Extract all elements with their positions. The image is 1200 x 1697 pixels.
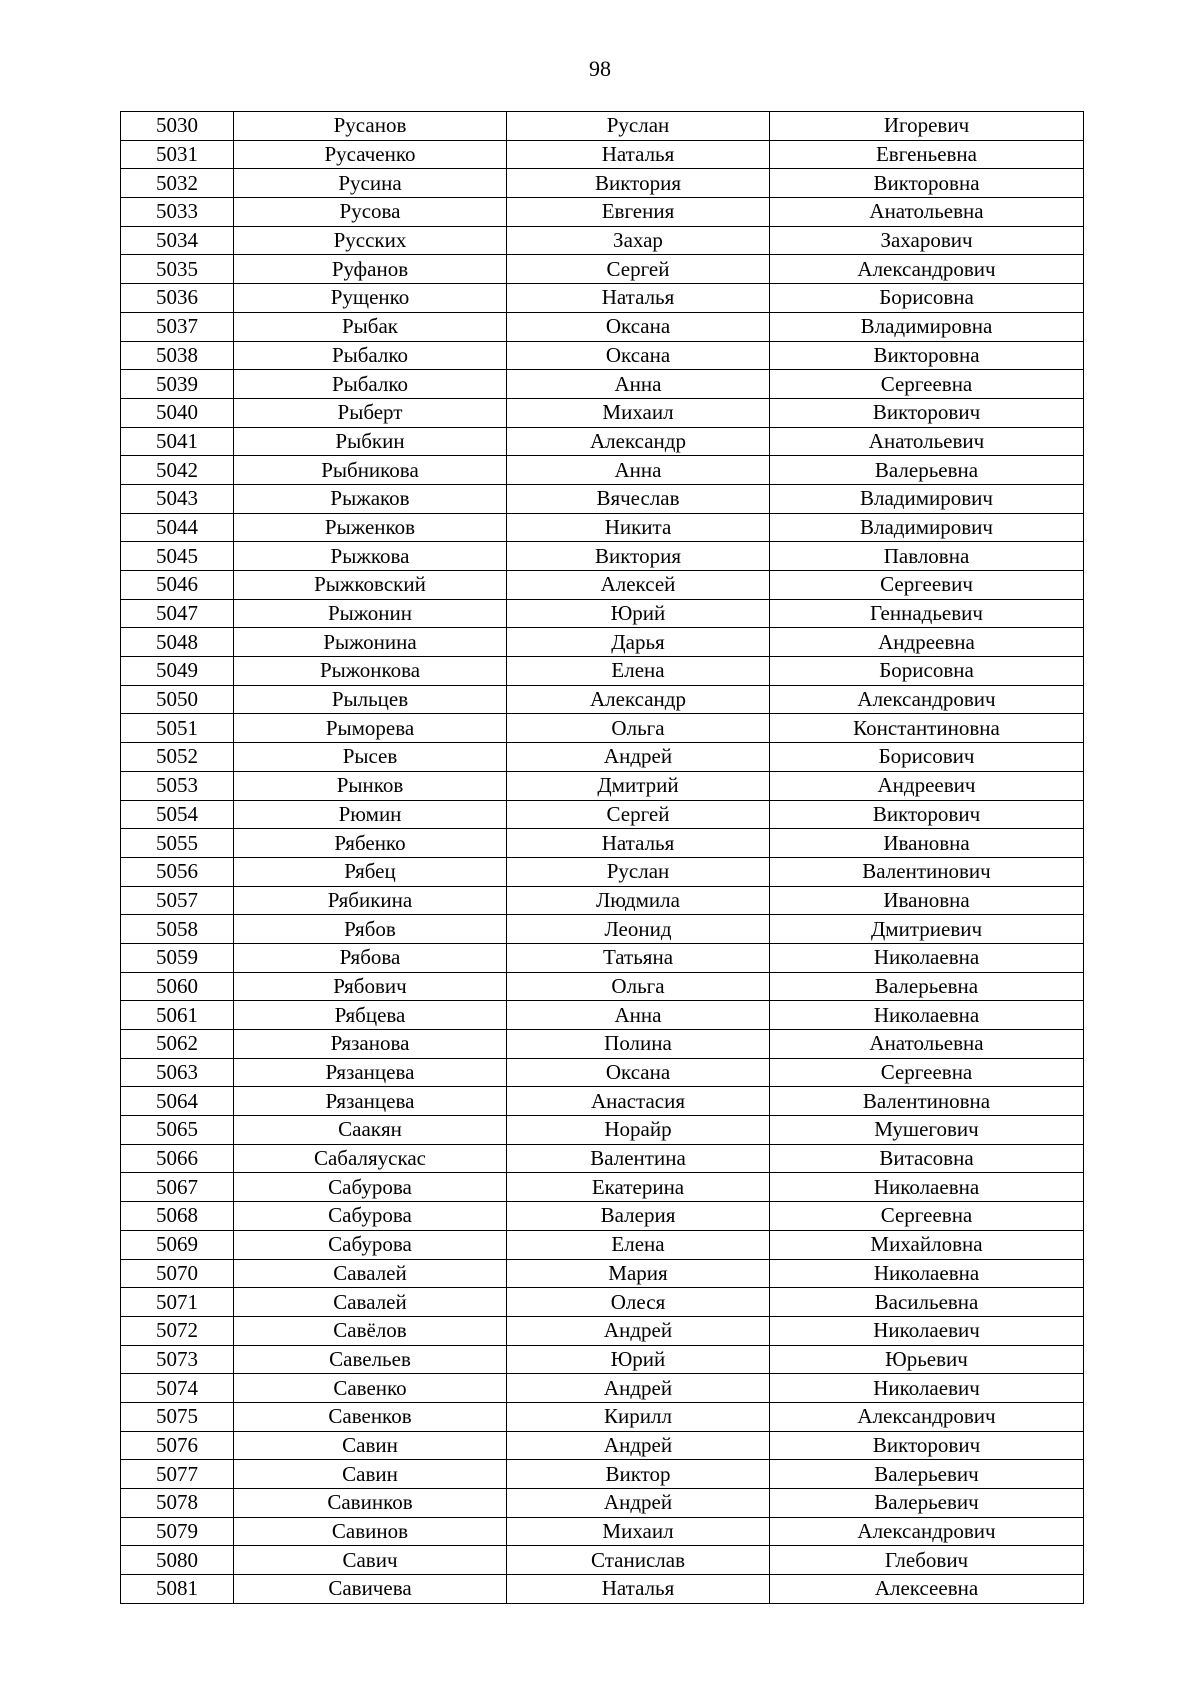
row-number-cell: 5066 bbox=[121, 1144, 234, 1173]
middle-name-cell: Николаевич bbox=[770, 1316, 1084, 1345]
last-name-cell: Савенко bbox=[234, 1374, 507, 1403]
row-number-cell: 5039 bbox=[121, 370, 234, 399]
table-row bbox=[121, 542, 1084, 571]
last-name-cell: Савалей bbox=[234, 1259, 507, 1288]
table-row bbox=[121, 915, 1084, 944]
middle-name-cell: Захарович bbox=[770, 226, 1084, 255]
last-name-cell: Рыберт bbox=[234, 398, 507, 427]
row-number-cell: 5075 bbox=[121, 1402, 234, 1431]
table-row bbox=[121, 1517, 1084, 1546]
first-name-cell: Евгения bbox=[507, 198, 770, 227]
table-row bbox=[121, 513, 1084, 542]
row-number-cell: 5038 bbox=[121, 341, 234, 370]
table-row bbox=[121, 484, 1084, 513]
first-name-cell: Виктор bbox=[507, 1460, 770, 1489]
first-name-cell: Наталья bbox=[507, 1575, 770, 1604]
last-name-cell: Рябенко bbox=[234, 829, 507, 858]
first-name-cell: Ольга bbox=[507, 714, 770, 743]
row-number-cell: 5069 bbox=[121, 1230, 234, 1259]
first-name-cell: Оксана bbox=[507, 341, 770, 370]
first-name-cell: Андрей bbox=[507, 1316, 770, 1345]
middle-name-cell: Викторович bbox=[770, 1431, 1084, 1460]
last-name-cell: Рыбкин bbox=[234, 427, 507, 456]
row-number-cell: 5071 bbox=[121, 1288, 234, 1317]
table-row bbox=[121, 1173, 1084, 1202]
last-name-cell: Савёлов bbox=[234, 1316, 507, 1345]
middle-name-cell: Васильевна bbox=[770, 1288, 1084, 1317]
middle-name-cell: Юрьевич bbox=[770, 1345, 1084, 1374]
first-name-cell: Михаил bbox=[507, 1517, 770, 1546]
middle-name-cell: Игоревич bbox=[770, 112, 1084, 141]
first-name-cell: Александр bbox=[507, 427, 770, 456]
row-number-cell: 5030 bbox=[121, 112, 234, 141]
row-number-cell: 5061 bbox=[121, 1001, 234, 1030]
first-name-cell: Вячеслав bbox=[507, 484, 770, 513]
table-row bbox=[121, 140, 1084, 169]
page-number: 98 bbox=[589, 56, 611, 81]
middle-name-cell: Ивановна bbox=[770, 886, 1084, 915]
middle-name-cell: Сергеевна bbox=[770, 370, 1084, 399]
row-number-cell: 5050 bbox=[121, 685, 234, 714]
middle-name-cell: Павловна bbox=[770, 542, 1084, 571]
last-name-cell: Русаченко bbox=[234, 140, 507, 169]
table-row bbox=[121, 771, 1084, 800]
first-name-cell: Татьяна bbox=[507, 943, 770, 972]
last-name-cell: Сабурова bbox=[234, 1202, 507, 1231]
row-number-cell: 5034 bbox=[121, 226, 234, 255]
first-name-cell: Юрий bbox=[507, 1345, 770, 1374]
last-name-cell: Савинов bbox=[234, 1517, 507, 1546]
table-row bbox=[121, 1345, 1084, 1374]
last-name-cell: Рыжковский bbox=[234, 571, 507, 600]
last-name-cell: Савенков bbox=[234, 1402, 507, 1431]
last-name-cell: Рыбалко bbox=[234, 370, 507, 399]
first-name-cell: Елена bbox=[507, 1230, 770, 1259]
table-row bbox=[121, 1546, 1084, 1575]
row-number-cell: 5074 bbox=[121, 1374, 234, 1403]
row-number-cell: 5044 bbox=[121, 513, 234, 542]
table-row bbox=[121, 571, 1084, 600]
middle-name-cell: Валентинович bbox=[770, 857, 1084, 886]
middle-name-cell: Борисовна bbox=[770, 657, 1084, 686]
last-name-cell: Сабурова bbox=[234, 1230, 507, 1259]
row-number-cell: 5042 bbox=[121, 456, 234, 485]
row-number-cell: 5077 bbox=[121, 1460, 234, 1489]
table-row bbox=[121, 1058, 1084, 1087]
last-name-cell: Рыжаков bbox=[234, 484, 507, 513]
middle-name-cell: Владимировна bbox=[770, 312, 1084, 341]
last-name-cell: Рязанова bbox=[234, 1030, 507, 1059]
first-name-cell: Оксана bbox=[507, 1058, 770, 1087]
last-name-cell: Савин bbox=[234, 1431, 507, 1460]
last-name-cell: Савич bbox=[234, 1546, 507, 1575]
middle-name-cell: Михайловна bbox=[770, 1230, 1084, 1259]
last-name-cell: Рущенко bbox=[234, 284, 507, 313]
middle-name-cell: Анатольевич bbox=[770, 427, 1084, 456]
last-name-cell: Рыжкова bbox=[234, 542, 507, 571]
first-name-cell: Дмитрий bbox=[507, 771, 770, 800]
table-row bbox=[121, 1144, 1084, 1173]
first-name-cell: Андрей bbox=[507, 1431, 770, 1460]
last-name-cell: Русских bbox=[234, 226, 507, 255]
middle-name-cell: Николаевна bbox=[770, 1173, 1084, 1202]
last-name-cell: Русова bbox=[234, 198, 507, 227]
row-number-cell: 5047 bbox=[121, 599, 234, 628]
row-number-cell: 5035 bbox=[121, 255, 234, 284]
middle-name-cell: Сергеевич bbox=[770, 571, 1084, 600]
row-number-cell: 5046 bbox=[121, 571, 234, 600]
last-name-cell: Рябцева bbox=[234, 1001, 507, 1030]
table-row bbox=[121, 628, 1084, 657]
middle-name-cell: Константиновна bbox=[770, 714, 1084, 743]
row-number-cell: 5048 bbox=[121, 628, 234, 657]
table-row bbox=[121, 169, 1084, 198]
table-row bbox=[121, 972, 1084, 1001]
table-row bbox=[121, 398, 1084, 427]
middle-name-cell: Сергеевна bbox=[770, 1058, 1084, 1087]
row-number-cell: 5078 bbox=[121, 1489, 234, 1518]
table-row bbox=[121, 456, 1084, 485]
last-name-cell: Сабаляускас bbox=[234, 1144, 507, 1173]
last-name-cell: Савичева bbox=[234, 1575, 507, 1604]
last-name-cell: Рыженков bbox=[234, 513, 507, 542]
first-name-cell: Андрей bbox=[507, 1374, 770, 1403]
middle-name-cell: Андреевич bbox=[770, 771, 1084, 800]
table-row bbox=[121, 1489, 1084, 1518]
middle-name-cell: Викторовна bbox=[770, 341, 1084, 370]
table-row bbox=[121, 800, 1084, 829]
first-name-cell: Михаил bbox=[507, 398, 770, 427]
middle-name-cell: Ивановна bbox=[770, 829, 1084, 858]
middle-name-cell: Валерьевич bbox=[770, 1489, 1084, 1518]
last-name-cell: Рыжонина bbox=[234, 628, 507, 657]
middle-name-cell: Николаевна bbox=[770, 1259, 1084, 1288]
middle-name-cell: Валерьевна bbox=[770, 972, 1084, 1001]
row-number-cell: 5067 bbox=[121, 1173, 234, 1202]
middle-name-cell: Александрович bbox=[770, 1402, 1084, 1431]
middle-name-cell: Викторович bbox=[770, 398, 1084, 427]
row-number-cell: 5065 bbox=[121, 1116, 234, 1145]
table-row bbox=[121, 1288, 1084, 1317]
middle-name-cell: Викторовна bbox=[770, 169, 1084, 198]
first-name-cell: Норайр bbox=[507, 1116, 770, 1145]
row-number-cell: 5063 bbox=[121, 1058, 234, 1087]
middle-name-cell: Николаевна bbox=[770, 1001, 1084, 1030]
table-row bbox=[121, 1431, 1084, 1460]
middle-name-cell: Глебович bbox=[770, 1546, 1084, 1575]
first-name-cell: Мария bbox=[507, 1259, 770, 1288]
row-number-cell: 5070 bbox=[121, 1259, 234, 1288]
last-name-cell: Савинков bbox=[234, 1489, 507, 1518]
table-row bbox=[121, 1030, 1084, 1059]
table-row bbox=[121, 1460, 1084, 1489]
middle-name-cell: Александрович bbox=[770, 685, 1084, 714]
middle-name-cell: Геннадьевич bbox=[770, 599, 1084, 628]
first-name-cell: Елена bbox=[507, 657, 770, 686]
last-name-cell: Рюмин bbox=[234, 800, 507, 829]
first-name-cell: Дарья bbox=[507, 628, 770, 657]
middle-name-cell: Николаевич bbox=[770, 1374, 1084, 1403]
row-number-cell: 5080 bbox=[121, 1546, 234, 1575]
row-number-cell: 5073 bbox=[121, 1345, 234, 1374]
row-number-cell: 5056 bbox=[121, 857, 234, 886]
table-row bbox=[121, 1374, 1084, 1403]
last-name-cell: Рябикина bbox=[234, 886, 507, 915]
table-row bbox=[121, 1230, 1084, 1259]
table-row bbox=[121, 685, 1084, 714]
first-name-cell: Людмила bbox=[507, 886, 770, 915]
first-name-cell: Юрий bbox=[507, 599, 770, 628]
row-number-cell: 5060 bbox=[121, 972, 234, 1001]
middle-name-cell: Анатольевна bbox=[770, 198, 1084, 227]
middle-name-cell: Владимирович bbox=[770, 484, 1084, 513]
middle-name-cell: Мушегович bbox=[770, 1116, 1084, 1145]
row-number-cell: 5033 bbox=[121, 198, 234, 227]
first-name-cell: Анастасия bbox=[507, 1087, 770, 1116]
table-row bbox=[121, 829, 1084, 858]
first-name-cell: Анна bbox=[507, 1001, 770, 1030]
last-name-cell: Сабурова bbox=[234, 1173, 507, 1202]
row-number-cell: 5032 bbox=[121, 169, 234, 198]
table-row bbox=[121, 284, 1084, 313]
row-number-cell: 5068 bbox=[121, 1202, 234, 1231]
last-name-cell: Рязанцева bbox=[234, 1058, 507, 1087]
row-number-cell: 5051 bbox=[121, 714, 234, 743]
first-name-cell: Сергей bbox=[507, 255, 770, 284]
table-row bbox=[121, 1087, 1084, 1116]
row-number-cell: 5043 bbox=[121, 484, 234, 513]
table-row bbox=[121, 1259, 1084, 1288]
table-row bbox=[121, 255, 1084, 284]
first-name-cell: Наталья bbox=[507, 140, 770, 169]
last-name-cell: Рыжонкова bbox=[234, 657, 507, 686]
table-row bbox=[121, 226, 1084, 255]
row-number-cell: 5058 bbox=[121, 915, 234, 944]
row-number-cell: 5053 bbox=[121, 771, 234, 800]
middle-name-cell: Борисович bbox=[770, 743, 1084, 772]
first-name-cell: Оксана bbox=[507, 312, 770, 341]
row-number-cell: 5062 bbox=[121, 1030, 234, 1059]
table-row bbox=[121, 1575, 1084, 1604]
first-name-cell: Ольга bbox=[507, 972, 770, 1001]
first-name-cell: Андрей bbox=[507, 1489, 770, 1518]
first-name-cell: Захар bbox=[507, 226, 770, 255]
first-name-cell: Александр bbox=[507, 685, 770, 714]
first-name-cell: Валентина bbox=[507, 1144, 770, 1173]
table-row bbox=[121, 743, 1084, 772]
row-number-cell: 5037 bbox=[121, 312, 234, 341]
last-name-cell: Саакян bbox=[234, 1116, 507, 1145]
table-row bbox=[121, 341, 1084, 370]
first-name-cell: Анна bbox=[507, 456, 770, 485]
last-name-cell: Савалей bbox=[234, 1288, 507, 1317]
last-name-cell: Рынков bbox=[234, 771, 507, 800]
row-number-cell: 5031 bbox=[121, 140, 234, 169]
row-number-cell: 5076 bbox=[121, 1431, 234, 1460]
table-row bbox=[121, 1316, 1084, 1345]
first-name-cell: Наталья bbox=[507, 284, 770, 313]
middle-name-cell: Анатольевна bbox=[770, 1030, 1084, 1059]
last-name-cell: Рыбникова bbox=[234, 456, 507, 485]
row-number-cell: 5079 bbox=[121, 1517, 234, 1546]
table-row bbox=[121, 312, 1084, 341]
row-number-cell: 5081 bbox=[121, 1575, 234, 1604]
first-name-cell: Никита bbox=[507, 513, 770, 542]
middle-name-cell: Алексеевна bbox=[770, 1575, 1084, 1604]
first-name-cell: Кирилл bbox=[507, 1402, 770, 1431]
row-number-cell: 5036 bbox=[121, 284, 234, 313]
table-row bbox=[121, 1402, 1084, 1431]
table-row bbox=[121, 1001, 1084, 1030]
row-number-cell: 5072 bbox=[121, 1316, 234, 1345]
last-name-cell: Рязанцева bbox=[234, 1087, 507, 1116]
last-name-cell: Русанов bbox=[234, 112, 507, 141]
first-name-cell: Виктория bbox=[507, 169, 770, 198]
last-name-cell: Рябович bbox=[234, 972, 507, 1001]
table-row bbox=[121, 198, 1084, 227]
last-name-cell: Рыбалко bbox=[234, 341, 507, 370]
last-name-cell: Рыльцев bbox=[234, 685, 507, 714]
row-number-cell: 5052 bbox=[121, 743, 234, 772]
middle-name-cell: Сергеевна bbox=[770, 1202, 1084, 1231]
table-row bbox=[121, 427, 1084, 456]
row-number-cell: 5041 bbox=[121, 427, 234, 456]
last-name-cell: Савин bbox=[234, 1460, 507, 1489]
row-number-cell: 5054 bbox=[121, 800, 234, 829]
last-name-cell: Рыжонин bbox=[234, 599, 507, 628]
first-name-cell: Руслан bbox=[507, 112, 770, 141]
middle-name-cell: Александрович bbox=[770, 255, 1084, 284]
middle-name-cell: Евгеньевна bbox=[770, 140, 1084, 169]
last-name-cell: Рыморева bbox=[234, 714, 507, 743]
table-row bbox=[121, 370, 1084, 399]
middle-name-cell: Валерьевна bbox=[770, 456, 1084, 485]
last-name-cell: Руфанов bbox=[234, 255, 507, 284]
row-number-cell: 5049 bbox=[121, 657, 234, 686]
last-name-cell: Рябец bbox=[234, 857, 507, 886]
middle-name-cell: Владимирович bbox=[770, 513, 1084, 542]
last-name-cell: Рябова bbox=[234, 943, 507, 972]
first-name-cell: Станислав bbox=[507, 1546, 770, 1575]
row-number-cell: 5064 bbox=[121, 1087, 234, 1116]
table-row bbox=[121, 714, 1084, 743]
middle-name-cell: Витасовна bbox=[770, 1144, 1084, 1173]
last-name-cell: Русина bbox=[234, 169, 507, 198]
first-name-cell: Андрей bbox=[507, 743, 770, 772]
first-name-cell: Полина bbox=[507, 1030, 770, 1059]
row-number-cell: 5045 bbox=[121, 542, 234, 571]
table-row bbox=[121, 1202, 1084, 1231]
table-row bbox=[121, 599, 1084, 628]
first-name-cell: Анна bbox=[507, 370, 770, 399]
middle-name-cell: Валерьевич bbox=[770, 1460, 1084, 1489]
table-row bbox=[121, 1116, 1084, 1145]
first-name-cell: Сергей bbox=[507, 800, 770, 829]
last-name-cell: Рябов bbox=[234, 915, 507, 944]
row-number-cell: 5057 bbox=[121, 886, 234, 915]
table-row bbox=[121, 657, 1084, 686]
table-row bbox=[121, 857, 1084, 886]
last-name-cell: Рысев bbox=[234, 743, 507, 772]
middle-name-cell: Николаевна bbox=[770, 943, 1084, 972]
table-row bbox=[121, 943, 1084, 972]
first-name-cell: Руслан bbox=[507, 857, 770, 886]
middle-name-cell: Викторович bbox=[770, 800, 1084, 829]
first-name-cell: Наталья bbox=[507, 829, 770, 858]
last-name-cell: Савельев bbox=[234, 1345, 507, 1374]
first-name-cell: Екатерина bbox=[507, 1173, 770, 1202]
names-table bbox=[120, 111, 1084, 1604]
names-table-body bbox=[121, 112, 1084, 1604]
middle-name-cell: Александрович bbox=[770, 1517, 1084, 1546]
row-number-cell: 5055 bbox=[121, 829, 234, 858]
first-name-cell: Леонид bbox=[507, 915, 770, 944]
first-name-cell: Олеся bbox=[507, 1288, 770, 1317]
first-name-cell: Валерия bbox=[507, 1202, 770, 1231]
first-name-cell: Виктория bbox=[507, 542, 770, 571]
first-name-cell: Алексей bbox=[507, 571, 770, 600]
table-row bbox=[121, 112, 1084, 141]
middle-name-cell: Борисовна bbox=[770, 284, 1084, 313]
table-row bbox=[121, 886, 1084, 915]
last-name-cell: Рыбак bbox=[234, 312, 507, 341]
row-number-cell: 5040 bbox=[121, 398, 234, 427]
row-number-cell: 5059 bbox=[121, 943, 234, 972]
middle-name-cell: Валентиновна bbox=[770, 1087, 1084, 1116]
middle-name-cell: Андреевна bbox=[770, 628, 1084, 657]
middle-name-cell: Дмитриевич bbox=[770, 915, 1084, 944]
